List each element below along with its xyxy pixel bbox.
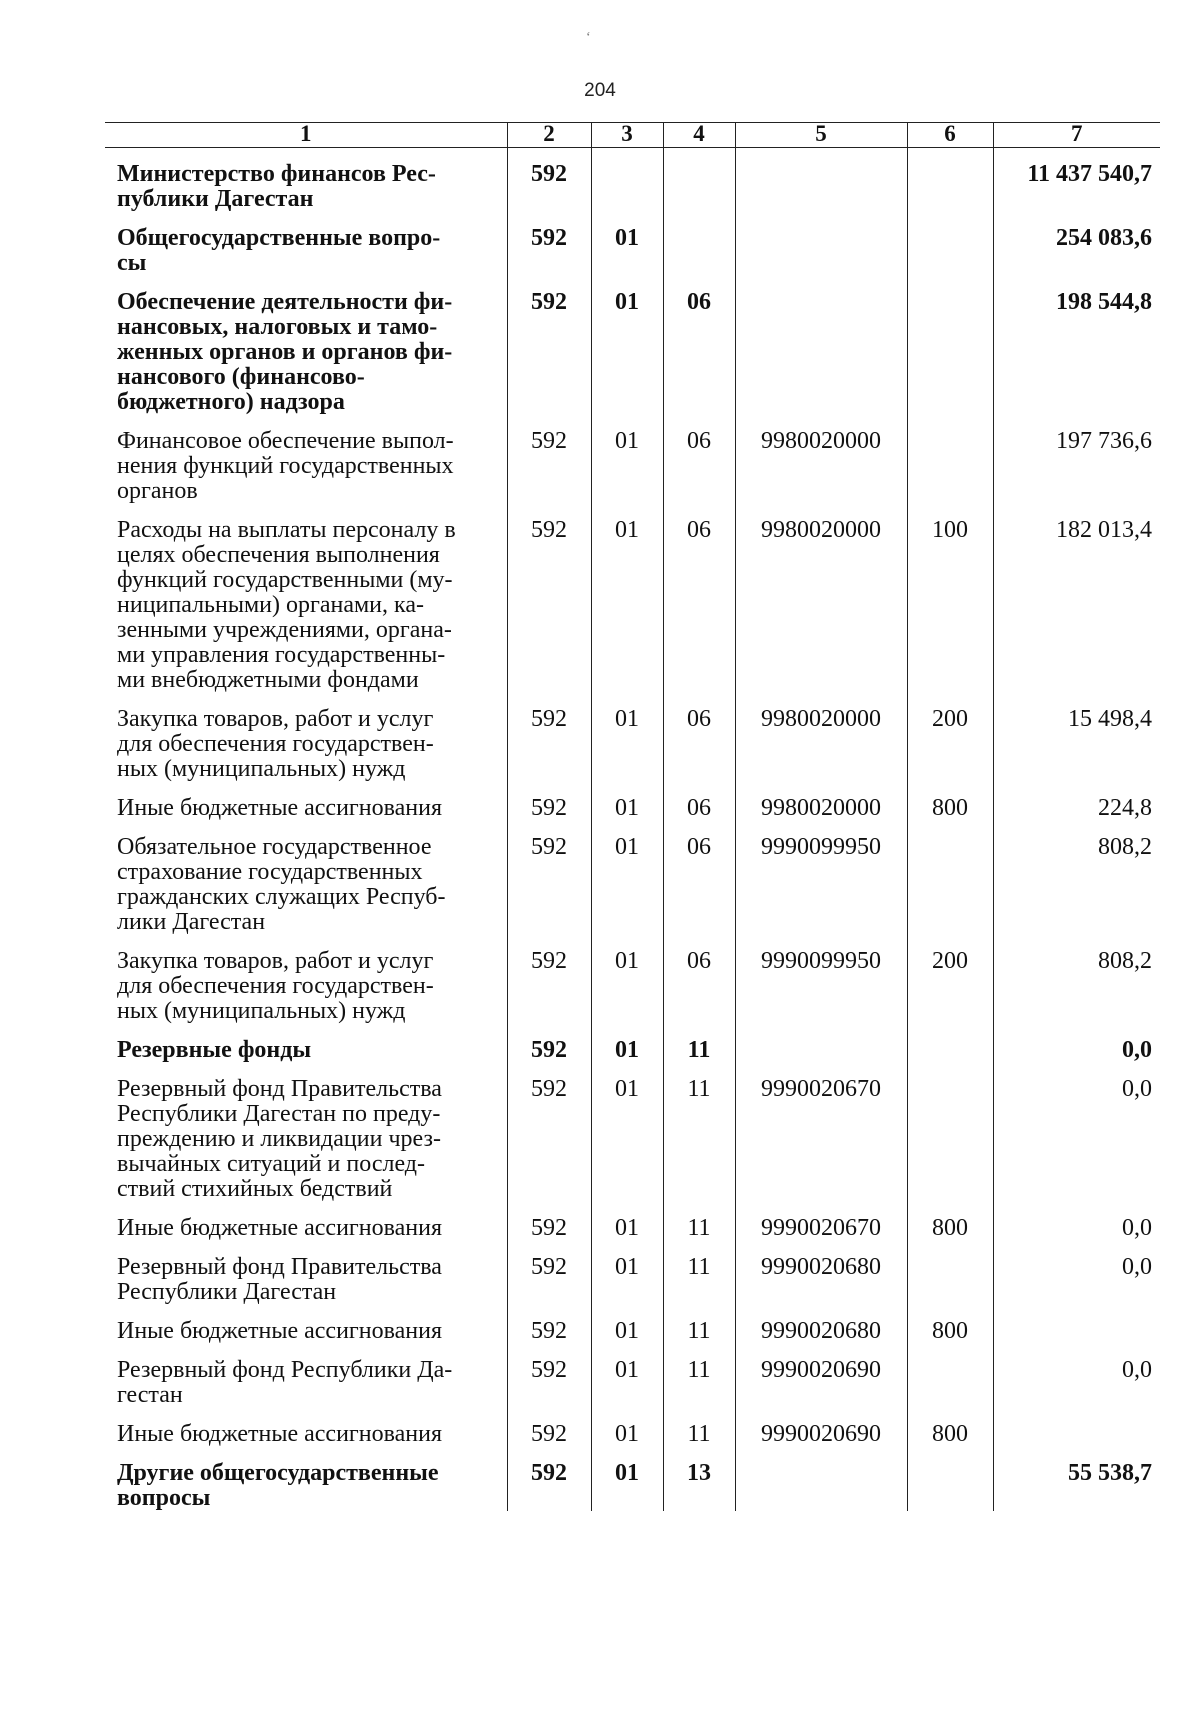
header-col-5: 5 (735, 123, 907, 148)
scan-mark: ʻ (586, 30, 591, 45)
row-subsection-code: 11 (663, 1305, 735, 1344)
row-subsection-code: 06 (663, 504, 735, 693)
row-section-code: 01 (591, 1202, 663, 1241)
row-section-code: 01 (591, 1241, 663, 1305)
header-col-7: 7 (993, 123, 1160, 148)
row-ministry-code: 592 (507, 276, 591, 415)
row-amount: 11 437 540,7 (993, 148, 1160, 213)
table-row (105, 1408, 1160, 1447)
row-amount: 0,0 (993, 1241, 1160, 1305)
row-ministry-code: 592 (507, 1447, 591, 1511)
row-expense-type-code: 800 (907, 1408, 993, 1447)
row-target-article-code: 9990099950 (735, 935, 907, 1024)
row-target-article-code: 9980020000 (735, 693, 907, 782)
row-section-code: 01 (591, 1024, 663, 1063)
row-expense-type-code (907, 1447, 993, 1511)
row-expense-type-code (907, 1344, 993, 1408)
row-ministry-code: 592 (507, 415, 591, 504)
row-name: Закупка товаров, работ и услуг для обеспечения государствен- ных (муниципальных) нужд (117, 706, 434, 782)
row-subsection-code (663, 212, 735, 276)
row-expense-type-code (907, 276, 993, 415)
row-subsection-code: 11 (663, 1063, 735, 1202)
row-name: Расходы на выплаты персоналу в целях обеспечения выполнения функций государственными (му- ниципальными) органами, ка- зенными учреждениями, органа- ми управления государственны- ми внебюджетными фондами (117, 517, 456, 693)
row-name: Резервный фонд Республики Да- гестан (117, 1357, 453, 1408)
table-row (105, 148, 1160, 213)
row-subsection-code: 06 (663, 821, 735, 935)
row-subsection-code: 11 (663, 1344, 735, 1408)
row-name: Иные бюджетные ассигнования (117, 1421, 442, 1447)
row-expense-type-code (907, 1024, 993, 1063)
row-subsection-code: 06 (663, 693, 735, 782)
row-section-code (591, 148, 663, 213)
table-row (105, 276, 1160, 415)
row-amount: 15 498,4 (993, 693, 1160, 782)
header-col-1: 1 (105, 123, 507, 148)
row-section-code: 01 (591, 1063, 663, 1202)
row-target-article-code: 9990020670 (735, 1063, 907, 1202)
row-section-code: 01 (591, 1447, 663, 1511)
row-name: Закупка товаров, работ и услуг для обеспечения государствен- ных (муниципальных) нужд (117, 948, 434, 1024)
row-amount: 0,0 (993, 1202, 1160, 1241)
table-row (105, 935, 1160, 1024)
header-col-2: 2 (507, 123, 591, 148)
row-name: Обеспечение деятельности фи- нансовых, налоговых и тамо- женных органов и органов фи- нансового (финансово- бюджетного) надзора (117, 289, 453, 415)
row-section-code: 01 (591, 212, 663, 276)
table-row (105, 415, 1160, 504)
row-target-article-code: 9980020000 (735, 782, 907, 821)
row-amount: 182 013,4 (993, 504, 1160, 693)
row-amount: 808,2 (993, 821, 1160, 935)
row-target-article-code: 9990020690 (735, 1344, 907, 1408)
row-name: Резервный фонд Правительства Республики Дагестан (117, 1254, 442, 1305)
row-expense-type-code: 800 (907, 782, 993, 821)
row-amount: 197 736,6 (993, 415, 1160, 504)
row-expense-type-code (907, 1063, 993, 1202)
row-name: Иные бюджетные ассигнования (117, 1318, 442, 1344)
row-target-article-code: 9990020680 (735, 1241, 907, 1305)
table-row (105, 1447, 1160, 1511)
row-amount (993, 1408, 1160, 1447)
row-ministry-code: 592 (507, 821, 591, 935)
row-ministry-code: 592 (507, 1202, 591, 1241)
row-ministry-code: 592 (507, 212, 591, 276)
row-expense-type-code: 800 (907, 1202, 993, 1241)
header-col-3: 3 (591, 123, 663, 148)
row-target-article-code (735, 1024, 907, 1063)
row-subsection-code: 11 (663, 1241, 735, 1305)
table-row (105, 1305, 1160, 1344)
table-row (105, 212, 1160, 276)
row-name: Министерство финансов Рес- публики Дагестан (117, 161, 436, 212)
row-amount: 0,0 (993, 1063, 1160, 1202)
row-section-code: 01 (591, 935, 663, 1024)
row-subsection-code: 11 (663, 1408, 735, 1447)
row-section-code: 01 (591, 1305, 663, 1344)
page-number: 204 (584, 80, 616, 101)
row-target-article-code: 9990099950 (735, 821, 907, 935)
row-expense-type-code: 800 (907, 1305, 993, 1344)
row-subsection-code: 06 (663, 276, 735, 415)
table-body (105, 148, 1160, 1512)
row-name: Иные бюджетные ассигнования (117, 795, 442, 821)
row-target-article-code: 9990020670 (735, 1202, 907, 1241)
table-row (105, 693, 1160, 782)
row-ministry-code: 592 (507, 1344, 591, 1408)
table-row (105, 1344, 1160, 1408)
row-section-code: 01 (591, 821, 663, 935)
row-ministry-code: 592 (507, 1408, 591, 1447)
row-section-code: 01 (591, 504, 663, 693)
row-amount: 198 544,8 (993, 276, 1160, 415)
row-subsection-code: 11 (663, 1202, 735, 1241)
row-target-article-code (735, 276, 907, 415)
row-expense-type-code: 200 (907, 693, 993, 782)
row-section-code: 01 (591, 782, 663, 821)
row-amount: 55 538,7 (993, 1447, 1160, 1511)
row-section-code: 01 (591, 1408, 663, 1447)
row-target-article-code (735, 1447, 907, 1511)
row-ministry-code: 592 (507, 1063, 591, 1202)
table-row (105, 1241, 1160, 1305)
row-ministry-code: 592 (507, 148, 591, 213)
row-target-article-code: 9990020680 (735, 1305, 907, 1344)
row-expense-type-code: 200 (907, 935, 993, 1024)
row-amount: 0,0 (993, 1344, 1160, 1408)
row-subsection-code: 06 (663, 782, 735, 821)
row-name: Резервные фонды (117, 1037, 312, 1063)
row-ministry-code: 592 (507, 935, 591, 1024)
row-section-code: 01 (591, 693, 663, 782)
row-target-article-code: 9990020690 (735, 1408, 907, 1447)
row-amount: 254 083,6 (993, 212, 1160, 276)
row-ministry-code: 592 (507, 693, 591, 782)
row-name: Финансовое обеспечение выпол- нения функций государственных органов (117, 428, 454, 504)
row-target-article-code (735, 212, 907, 276)
row-ministry-code: 592 (507, 1241, 591, 1305)
table-row (105, 1024, 1160, 1063)
row-ministry-code: 592 (507, 504, 591, 693)
row-amount: 224,8 (993, 782, 1160, 821)
header-col-4: 4 (663, 123, 735, 148)
row-subsection-code: 11 (663, 1024, 735, 1063)
row-subsection-code (663, 148, 735, 213)
row-subsection-code: 13 (663, 1447, 735, 1511)
row-expense-type-code (907, 148, 993, 213)
row-ministry-code: 592 (507, 1305, 591, 1344)
table-row (105, 821, 1160, 935)
row-name: Резервный фонд Правительства Республики Дагестан по преду- преждению и ликвидации чрез- вычайных ситуаций и послед- ствий стихийных бедствий (117, 1076, 442, 1202)
row-expense-type-code (907, 212, 993, 276)
table-row (105, 1202, 1160, 1241)
row-target-article-code: 9980020000 (735, 504, 907, 693)
row-section-code: 01 (591, 1344, 663, 1408)
row-amount: 808,2 (993, 935, 1160, 1024)
row-name: Иные бюджетные ассигнования (117, 1215, 442, 1241)
table-row (105, 782, 1160, 821)
row-expense-type-code (907, 1241, 993, 1305)
row-section-code: 01 (591, 276, 663, 415)
table-row (105, 504, 1160, 693)
row-target-article-code: 9980020000 (735, 415, 907, 504)
row-name: Обязательное государственное страхование государственных гражданских служащих Респуб- лики Дагестан (117, 834, 446, 935)
row-name: Общегосударственные вопро- сы (117, 225, 441, 276)
row-target-article-code (735, 148, 907, 213)
table-row (105, 1063, 1160, 1202)
row-name: Другие общегосударственные вопросы (117, 1460, 439, 1511)
budget-table (105, 122, 1160, 1511)
row-section-code: 01 (591, 415, 663, 504)
header-row (105, 123, 1160, 148)
row-amount: 0,0 (993, 1024, 1160, 1063)
row-amount (993, 1305, 1160, 1344)
row-ministry-code: 592 (507, 782, 591, 821)
row-ministry-code: 592 (507, 1024, 591, 1063)
row-expense-type-code (907, 415, 993, 504)
row-expense-type-code (907, 821, 993, 935)
row-subsection-code: 06 (663, 415, 735, 504)
header-col-6: 6 (907, 123, 993, 148)
row-expense-type-code: 100 (907, 504, 993, 693)
table-header (105, 123, 1160, 148)
row-subsection-code: 06 (663, 935, 735, 1024)
